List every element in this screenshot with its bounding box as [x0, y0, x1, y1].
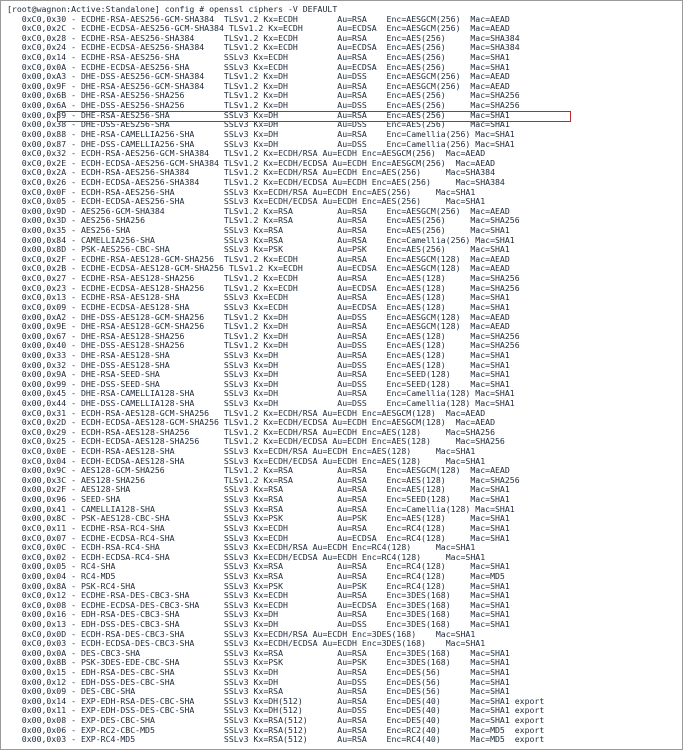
cipher-row: 0x00,0x45 - DHE-RSA-CAMELLIA128-SHA SSLv3 Kx=DH Au=RSA Enc=Camellia(128) Mac=SHA1 [7, 389, 515, 399]
cipher-row: 0x00,0x9A - DHE-RSA-SEED-SHA SSLv3 Kx=DH Au=RSA Enc=SEED(128) Mac=SHA1 [7, 370, 510, 380]
cipher-row: 0x00,0x96 - SEED-SHA SSLv3 Kx=RSA Au=RSA Enc=SEED(128) Mac=SHA1 [7, 495, 510, 505]
cipher-row: 0xC0,0x02 - ECDH-ECDSA-RC4-SHA SSLv3 Kx=ECDH/ECDSA Au=ECDH Enc=RC4(128) Mac=SHA1 [7, 552, 486, 562]
cipher-row: 0xC0,0x11 - ECDHE-RSA-RC4-SHA SSLv3 Kx=ECDH Au=RSA Enc=RC4(128) Mac=SHA1 [7, 523, 510, 533]
cipher-row: 0xC0,0x2C - ECDHE-ECDSA-AES256-GCM-SHA384 TLSv1.2 Kx=ECDH Au=ECDSA Enc=AESGCM(256) Mac=AEAD [7, 24, 510, 34]
cipher-row: 0xC0,0x31 - ECDH-RSA-AES128-GCM-SHA256 TLSv1.2 Kx=ECDH/RSA Au=ECDH Enc=AESGCM(128) Mac=AEAD [7, 408, 486, 418]
cipher-row: 0xC0,0x0E - ECDH-RSA-AES128-SHA SSLv3 Kx=ECDH/RSA Au=ECDH Enc=AES(128) Mac=SHA1 [7, 447, 476, 457]
cipher-row: 0x00,0x9D - AES256-GCM-SHA384 TLSv1.2 Kx=RSA Au=RSA Enc=AESGCM(256) Mac=AEAD [7, 206, 510, 216]
cipher-row: 0xC0,0x28 - ECDHE-RSA-AES256-SHA384 TLSv1.2 Kx=ECDH Au=RSA Enc=AES(256) Mac=SHA384 [7, 33, 520, 43]
cipher-row: 0xC0,0x2B - ECDHE-ECDSA-AES128-GCM-SHA256 TLSv1.2 Kx=ECDH Au=ECDSA Enc=AESGCM(128) Mac=AEAD [7, 264, 510, 274]
cipher-row: 0x00,0x67 - DHE-RSA-AES128-SHA256 TLSv1.2 Kx=DH Au=RSA Enc=AES(128) Mac=SHA256 [7, 331, 520, 341]
cipher-row: 0x00,0x8D - PSK-AES256-CBC-SHA SSLv3 Kx=PSK Au=PSK Enc=AES(256) Mac=SHA1 [7, 245, 510, 255]
cipher-row: 0xC0,0x30 - ECDHE-RSA-AES256-GCM-SHA384 TLSv1.2 Kx=ECDH Au=RSA Enc=AESGCM(256) Mac=AEAD [7, 14, 510, 24]
cipher-row: 0xC0,0x24 - ECDHE-ECDSA-AES256-SHA384 TLSv1.2 Kx=ECDH Au=ECDSA Enc=AES(256) Mac=SHA384 [7, 43, 520, 53]
cipher-row: 0xC0,0x23 - ECDHE-ECDSA-AES128-SHA256 TLSv1.2 Kx=ECDH Au=ECDSA Enc=AES(128) Mac=SHA256 [7, 283, 520, 293]
cipher-row: 0x00,0x3D - AES256-SHA256 TLSv1.2 Kx=RSA Au=RSA Enc=AES(256) Mac=SHA256 [7, 216, 520, 226]
cipher-row: 0x00,0x16 - EDH-RSA-DES-CBC3-SHA SSLv3 Kx=DH Au=RSA Enc=3DES(168) Mac=SHA1 [7, 610, 510, 620]
cipher-row: 0x00,0x88 - DHE-RSA-CAMELLIA256-SHA SSLv3 Kx=DH Au=RSA Enc=Camellia(256) Mac=SHA1 [7, 129, 515, 139]
cipher-row: 0xC0,0x27 - ECDHE-RSA-AES128-SHA256 TLSv1.2 Kx=ECDH Au=RSA Enc=AES(128) Mac=SHA256 [7, 274, 520, 284]
terminal-output [7, 5, 682, 745]
cipher-row: 0x00,0x3C - AES128-SHA256 TLSv1.2 Kx=RSA Au=RSA Enc=AES(128) Mac=SHA256 [7, 475, 520, 485]
cipher-row: 0x00,0x04 - RC4-MD5 SSLv3 Kx=RSA Au=RSA Enc=RC4(128) Mac=MD5 [7, 571, 505, 581]
cipher-row: 0x00,0x6A - DHE-DSS-AES256-SHA256 TLSv1.2 Kx=DH Au=DSS Enc=AES(256) Mac=SHA256 [7, 101, 520, 111]
cipher-row: 0xC0,0x14 - ECDHE-RSA-AES256-SHA SSLv3 Kx=ECDH Au=RSA Enc=AES(256) Mac=SHA1 [7, 53, 510, 63]
cipher-list [7, 15, 682, 745]
cipher-row: 0x00,0x08 - EXP-DES-CBC-SHA SSLv3 Kx=RSA(512) Au=RSA Enc=DES(40) Mac=SHA1 export [7, 716, 545, 726]
cipher-row: 0x00,0x05 - RC4-SHA SSLv3 Kx=RSA Au=RSA Enc=RC4(128) Mac=SHA1 [7, 562, 510, 572]
cipher-row: 0xC0,0x2D - ECDH-ECDSA-AES128-GCM-SHA256 TLSv1.2 Kx=ECDH/ECDSA Au=ECDH Enc=AESGCM(128) Mac=AEAD [7, 418, 495, 428]
cipher-row: 0x00,0x40 - DHE-DSS-AES128-SHA256 TLSv1.2 Kx=DH Au=DSS Enc=AES(128) Mac=SHA256 [7, 341, 520, 351]
cipher-row: 0x00,0x09 - DES-CBC-SHA SSLv3 Kx=RSA Au=RSA Enc=DES(56) Mac=SHA1 [7, 687, 510, 697]
cipher-row: 0xC0,0x08 - ECDHE-ECDSA-DES-CBC3-SHA SSLv3 Kx=ECDH Au=ECDSA Enc=3DES(168) Mac=SHA1 [7, 600, 510, 610]
cipher-row: 0x00,0xA2 - DHE-DSS-AES128-GCM-SHA256 TLSv1.2 Kx=DH Au=DSS Enc=AESGCM(128) Mac=AEAD [7, 312, 510, 322]
cipher-row: 0xC0,0x2A - ECDH-RSA-AES256-SHA384 TLSv1.2 Kx=ECDH/RSA Au=ECDH Enc=AES(256) Mac=SHA384 [7, 168, 495, 178]
cipher-row: 0x00,0x32 - DHE-DSS-AES128-SHA SSLv3 Kx=DH Au=DSS Enc=AES(128) Mac=SHA1 [7, 360, 510, 370]
cipher-row: 0x00,0x9E - DHE-RSA-AES128-GCM-SHA256 TLSv1.2 Kx=DH Au=RSA Enc=AESGCM(128) Mac=AEAD [7, 322, 510, 332]
cipher-row: 0x00,0x03 - EXP-RC4-MD5 SSLv3 Kx=RSA(512) Au=RSA Enc=RC4(40) Mac=MD5 export [7, 735, 545, 745]
cipher-row: 0x00,0x33 - DHE-RSA-AES128-SHA SSLv3 Kx=DH Au=RSA Enc=AES(128) Mac=SHA1 [7, 350, 510, 360]
cipher-row: 0x00,0x15 - EDH-RSA-DES-CBC-SHA SSLv3 Kx=DH Au=RSA Enc=DES(56) Mac=SHA1 [7, 668, 510, 678]
command-prompt: [root@wagnon:Active:Standalone] config # openssl ciphers -V DEFAULT [7, 5, 338, 14]
cipher-row: 0x00,0x84 - CAMELLIA256-SHA SSLv3 Kx=RSA Au=RSA Enc=Camellia(256) Mac=SHA1 [7, 235, 515, 245]
cipher-row: 0x00,0x9F - DHE-RSA-AES256-GCM-SHA384 TLSv1.2 Kx=DH Au=RSA Enc=AESGCM(256) Mac=AEAD [7, 81, 510, 91]
cipher-row: 0xC0,0x26 - ECDH-ECDSA-AES256-SHA384 TLSv1.2 Kx=ECDH/ECDSA Au=ECDH Enc=AES(256) Mac=SHA384 [7, 177, 505, 187]
cipher-row: 0xC0,0x09 - ECDHE-ECDSA-AES128-SHA SSLv3 Kx=ECDH Au=ECDSA Enc=AES(128) Mac=SHA1 [7, 302, 510, 312]
cipher-row: 0x00,0x8C - PSK-AES128-CBC-SHA SSLv3 Kx=PSK Au=PSK Enc=AES(128) Mac=SHA1 [7, 514, 510, 524]
cipher-row: 0xC0,0x2F - ECDHE-RSA-AES128-GCM-SHA256 TLSv1.2 Kx=ECDH Au=RSA Enc=AESGCM(128) Mac=AEAD [7, 254, 510, 264]
cipher-row: 0xC0,0x0A - ECDHE-ECDSA-AES256-SHA SSLv3 Kx=ECDH Au=ECDSA Enc=AES(256) Mac=SHA1 [7, 62, 510, 72]
cipher-row: 0xC0,0x0C - ECDH-RSA-RC4-SHA SSLv3 Kx=ECDH/RSA Au=ECDH Enc=RC4(128) Mac=SHA1 [7, 543, 476, 553]
cipher-row: 0xC0,0x25 - ECDH-ECDSA-AES128-SHA256 TLSv1.2 Kx=ECDH/ECDSA Au=ECDH Enc=AES(128) Mac=SHA256 [7, 437, 505, 447]
cipher-row: 0x00,0x41 - CAMELLIA128-SHA SSLv3 Kx=RSA Au=RSA Enc=Camellia(128) Mac=SHA1 [7, 504, 515, 514]
cipher-row: 0x00,0x14 - EXP-EDH-RSA-DES-CBC-SHA SSLv3 Kx=DH(512) Au=RSA Enc=DES(40) Mac=SHA1 export [7, 696, 545, 706]
cipher-row: 0x00,0xA3 - DHE-DSS-AES256-GCM-SHA384 TLSv1.2 Kx=DH Au=DSS Enc=AESGCM(256) Mac=AEAD [7, 72, 510, 82]
cipher-row: 0xC0,0x0D - ECDH-RSA-DES-CBC3-SHA SSLv3 Kx=ECDH/RSA Au=ECDH Enc=3DES(168) Mac=SHA1 [7, 629, 476, 639]
cipher-row: 0x00,0x87 - DHE-DSS-CAMELLIA256-SHA SSLv3 Kx=DH Au=DSS Enc=Camellia(256) Mac=SHA1 [7, 139, 515, 149]
cipher-row: 0xC0,0x04 - ECDH-ECDSA-AES128-SHA SSLv3 Kx=ECDH/ECDSA Au=ECDH Enc=AES(128) Mac=SHA1 [7, 456, 486, 466]
cipher-row: 0x00,0x2F - AES128-SHA SSLv3 Kx=RSA Au=RSA Enc=AES(128) Mac=SHA1 [7, 485, 510, 495]
cipher-row: 0xC0,0x05 - ECDH-ECDSA-AES256-SHA SSLv3 Kx=ECDH/ECDSA Au=ECDH Enc=AES(256) Mac=SHA1 [7, 197, 486, 207]
cipher-row: 0x00,0x6B - DHE-RSA-AES256-SHA256 TLSv1.2 Kx=DH Au=RSA Enc=AES(256) Mac=SHA256 [7, 91, 520, 101]
cipher-row: 0x00,0x06 - EXP-RC2-CBC-MD5 SSLv3 Kx=RSA(512) Au=RSA Enc=RC2(40) Mac=MD5 export [7, 725, 545, 735]
cipher-row: 0x00,0x0A - DES-CBC3-SHA SSLv3 Kx=RSA Au=RSA Enc=3DES(168) Mac=SHA1 [7, 648, 510, 658]
cipher-row: 0x00,0x9C - AES128-GCM-SHA256 TLSv1.2 Kx=RSA Au=RSA Enc=AESGCM(128) Mac=AEAD [7, 466, 510, 476]
cipher-row: 0x00,0x12 - EDH-DSS-DES-CBC-SHA SSLv3 Kx=DH Au=DSS Enc=DES(56) Mac=SHA1 [7, 677, 510, 687]
cipher-row: 0xC0,0x0F - ECDH-RSA-AES256-SHA SSLv3 Kx=ECDH/RSA Au=ECDH Enc=AES(256) Mac=SHA1 [7, 187, 476, 197]
cipher-row: 0x00,0x8A - PSK-RC4-SHA SSLv3 Kx=PSK Au=PSK Enc=RC4(128) Mac=SHA1 [7, 581, 510, 591]
cipher-row: 0x00,0x35 - AES256-SHA SSLv3 Kx=RSA Au=RSA Enc=AES(256) Mac=SHA1 [7, 226, 510, 236]
cipher-row: 0xC0,0x29 - ECDH-RSA-AES128-SHA256 TLSv1.2 Kx=ECDH/RSA Au=ECDH Enc=AES(128) Mac=SHA256 [7, 427, 495, 437]
cipher-row: 0xC0,0x2E - ECDH-ECDSA-AES256-GCM-SHA384 TLSv1.2 Kx=ECDH/ECDSA Au=ECDH Enc=AESGCM(256) Mac=AEAD [7, 158, 495, 168]
cipher-row: 0xC0,0x32 - ECDH-RSA-AES256-GCM-SHA384 TLSv1.2 Kx=ECDH/RSA Au=ECDH Enc=AESGCM(256) Mac=AEAD [7, 149, 486, 159]
cipher-row: 0x00,0x13 - EDH-DSS-DES-CBC3-SHA SSLv3 Kx=DH Au=DSS Enc=3DES(168) Mac=SHA1 [7, 620, 510, 629]
cipher-row: 0x00,0x11 - EXP-EDH-DSS-DES-CBC-SHA SSLv3 Kx=DH(512) Au=DSS Enc=DES(40) Mac=SHA1 export [7, 706, 545, 716]
highlighted-cipher-row: 0x00,0x39 - DHE-RSA-AES256-SHA SSLv3 Kx=DH Au=RSA Enc=AES(256) Mac=SHA1 [7, 110, 510, 120]
cipher-row: 0xC0,0x07 - ECDHE-ECDSA-RC4-SHA SSLv3 Kx=ECDH Au=ECDSA Enc=RC4(128) Mac=SHA1 [7, 533, 510, 543]
cipher-row: 0x00,0x99 - DHE-DSS-SEED-SHA SSLv3 Kx=DH Au=DSS Enc=SEED(128) Mac=SHA1 [7, 379, 510, 389]
cipher-row: 0x00,0x44 - DHE-DSS-CAMELLIA128-SHA SSLv3 Kx=DH Au=DSS Enc=Camellia(128) Mac=SHA1 [7, 398, 515, 408]
cipher-row: 0x00,0x38 - DHE-DSS-AES256-SHA SSLv3 Kx=DH Au=DSS Enc=AES(256) Mac=SHA1 [7, 120, 510, 130]
cipher-row: 0xC0,0x13 - ECDHE-RSA-AES128-SHA SSLv3 Kx=ECDH Au=RSA Enc=AES(128) Mac=SHA1 [7, 293, 510, 303]
cipher-row: 0x00,0x8B - PSK-3DES-EDE-CBC-SHA SSLv3 Kx=PSK Au=PSK Enc=3DES(168) Mac=SHA1 [7, 658, 510, 668]
cipher-row: 0xC0,0x12 - ECDHE-RSA-DES-CBC3-SHA SSLv3 Kx=ECDH Au=RSA Enc=3DES(168) Mac=SHA1 [7, 591, 510, 601]
cipher-row: 0xC0,0x03 - ECDH-ECDSA-DES-CBC3-SHA SSLv3 Kx=ECDH/ECDSA Au=ECDH Enc=3DES(168) Mac=SHA1 [7, 639, 486, 649]
